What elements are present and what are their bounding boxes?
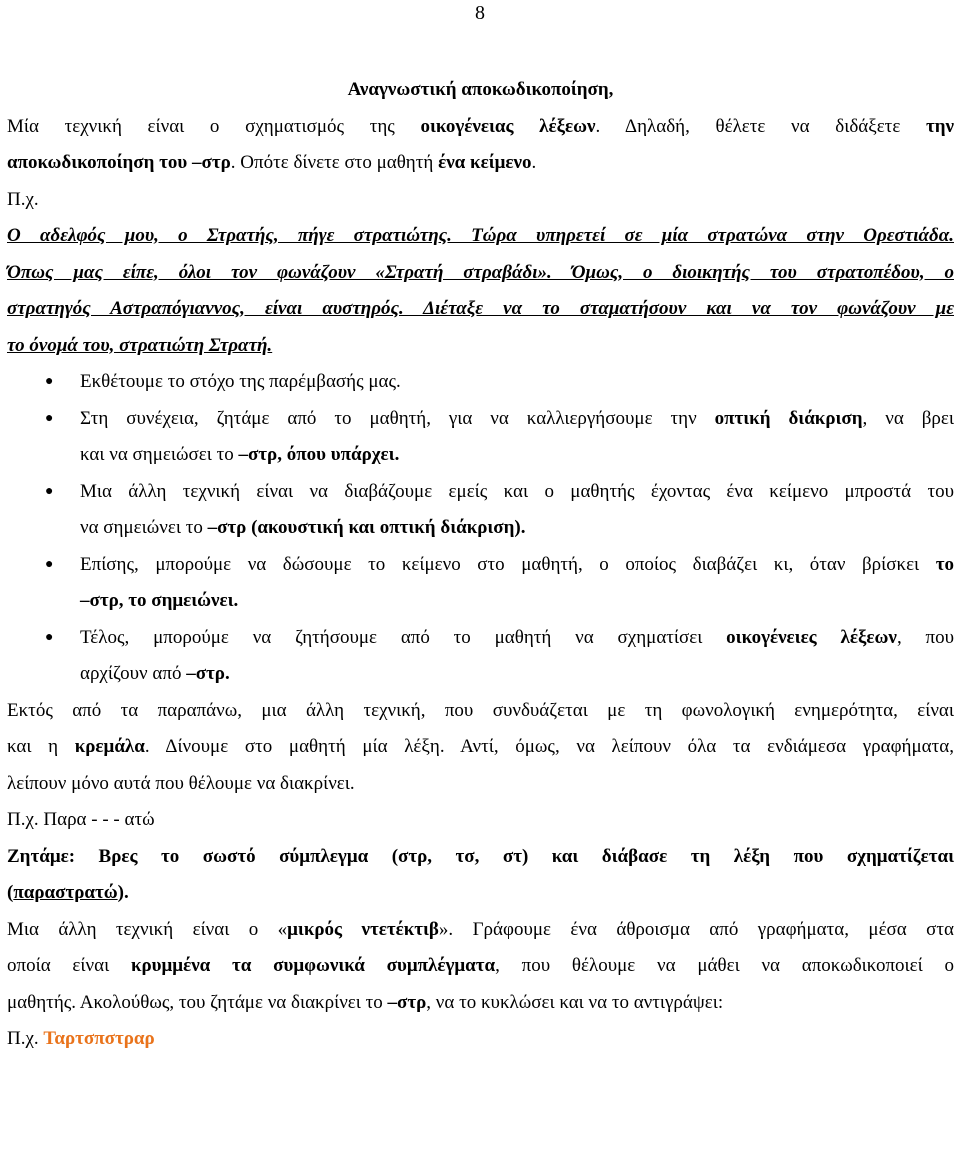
section-heading: Αναγνωστική αποκωδικοποίηση, [347, 79, 614, 100]
intro-line-1: Μία τεχνική είναι ο σχηματισμός της οικογένειας λέξεων. Δηλαδή, θέλετε να διδάξετε την [7, 115, 954, 137]
paragraph-2-line-1: Εκτός από τα παραπάνω, μια άλλη τεχνική, που συνδυάζεται με τη φωνολογική ενημερότητα, είναι [7, 699, 954, 721]
task-line-2: (παραστρατώ). [7, 882, 129, 903]
bullet-item-2-cont: και να σημειώσει το –στρ, όπου υπάρχει. [80, 444, 400, 465]
bullet-item-5-cont: αρχίζουν από –στρ. [80, 663, 230, 684]
highlighted-word: Ταρτσπστραρ [43, 1028, 155, 1049]
paragraph-3-line-3: μαθητής. Ακολούθως, του ζητάμε να διακρίνει το –στρ, να το κυκλώσει και να το αντιγράψει: [7, 991, 724, 1013]
story-line-3: στρατηγός Αστραπόγιαννος, είναι αυστηρός. Διέταξε να το σταματήσουν και να τον φωνάζουν με [7, 298, 954, 319]
bullet-item-1: ● Εκθέτουμε το στόχο της παρέμβασής μας. [7, 364, 954, 401]
task-line-1: Ζητάμε: Βρες το σωστό σύμπλεγμα (στρ, τσ, στ) και διάβασε τη λέξη που σχηματίζεται [7, 845, 954, 867]
document-body [7, 72, 954, 1058]
paragraph-3-line-1: Μια άλλη τεχνική είναι ο «μικρός ντετέκτιβ». Γράφουμε ένα άθροισμα από γραφήματα, μέσα στα [7, 918, 954, 940]
bullet-icon: ● [45, 410, 54, 426]
bullet-item-4-cont: –στρ, το σημειώνει. [80, 590, 239, 611]
story-line-2: Όπως μας είπε, όλοι τον φωνάζουν «Στρατή στραβάδι». Όμως, ο διοικητής του στρατοπέδου, ο [7, 261, 954, 283]
bullet-item-5: ● Τέλος, μπορούμε να ζητήσουμε από το μαθητή να σχηματίσει οικογένειες λέξεων, που [7, 620, 954, 657]
paragraph-2-example: Π.χ. Παρα - - - ατώ [7, 809, 155, 830]
story-line-4: το όνομά του, στρατιώτη Στρατή. [7, 334, 273, 356]
bullet-item-2: ● Στη συνέχεια, ζητάμε από το μαθητή, για να καλλιεργήσουμε την οπτική διάκριση, να βρει [7, 401, 954, 438]
paragraph-2-line-3: λείπουν μόνο αυτά που θέλουμε να διακρίνει. [7, 772, 355, 794]
story-line-1: Ο αδελφός μου, ο Στρατής, πήγε στρατιώτης. Τώρα υπηρετεί σε μία στρατώνα στην Ορεστιάδα. [7, 225, 954, 246]
bullet-icon: ● [45, 556, 54, 572]
page-number: 8 [475, 2, 485, 24]
bullet-icon: ● [45, 483, 54, 499]
bullet-item-3-cont: να σημειώνει το –στρ (ακουστική και οπτική διάκριση). [80, 517, 526, 538]
paragraph-3-line-2: οποία είναι κρυμμένα τα συμφωνικά συμπλέγματα, που θέλουμε να μάθει να αποκωδικοποιεί ο [7, 955, 955, 976]
bullet-item-3: ● Μια άλλη τεχνική είναι να διαβάζουμε εμείς και ο μαθητής έχοντας ένα κείμενο μπροστά του [7, 474, 954, 511]
paragraph-3-example: Π.χ. Ταρτσπστραρ [7, 1028, 155, 1049]
paragraph-2-line-2: και η κρεμάλα. Δίνουμε στο μαθητή μία λέξη. Αντί, όμως, να λείπουν όλα τα ενδιάμεσα γραφήματα, [7, 736, 954, 757]
example-label: Π.χ. [7, 188, 39, 210]
intro-line-2: αποκωδικοποίηση του –στρ. Οπότε δίνετε στο μαθητή ένα κείμενο. [7, 152, 537, 173]
bullet-icon: ● [45, 374, 54, 389]
bullet-icon: ● [45, 629, 54, 645]
bullet-item-4: ● Επίσης, μπορούμε να δώσουμε το κείμενο στο μαθητή, ο οποίος διαβάζει κι, όταν βρίσκει το [7, 547, 954, 584]
